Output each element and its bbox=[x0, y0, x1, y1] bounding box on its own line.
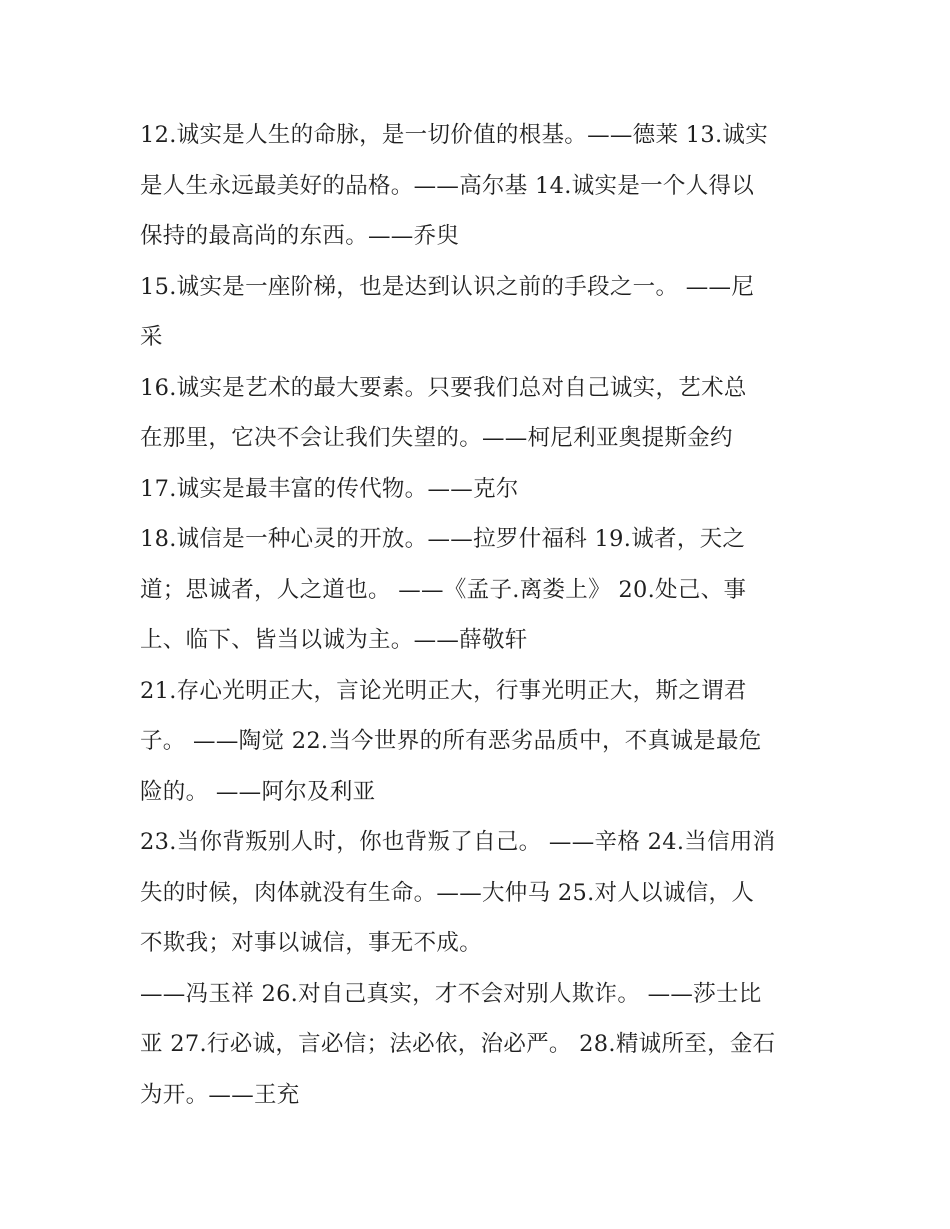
text-line: 23.当你背叛别人时，你也背叛了自己。 ——辛格 24.当信用消 bbox=[140, 829, 776, 855]
text-line: 是人生永远最美好的品格。——高尔基 14.诚实是一个人得以 bbox=[140, 172, 755, 199]
text-line: ——冯玉祥 26.对自己真实，才不会对别人欺诈。 ——莎士比 bbox=[140, 980, 762, 1007]
text-line: 12.诚实是人生的命脉，是一切价值的根基。——德莱 13.诚实 bbox=[140, 122, 769, 148]
text-line: 失的时候，肉体就没有生命。——大仲马 25.对人以诚信，人 bbox=[140, 879, 755, 906]
text-line: 21.存心光明正大，言论光明正大，行事光明正大，斯之谓君 bbox=[140, 677, 747, 704]
text-line: 16.诚实是艺术的最大要素。只要我们总对自己诚实，艺术总 bbox=[140, 374, 747, 401]
text-line: 险的。 ——阿尔及利亚 bbox=[140, 778, 376, 805]
text-line: 保持的最高尚的东西。——乔臾 bbox=[140, 223, 460, 249]
text-line: 亚 27.行必诚，言必信；法必依，治必严。 28.精诚所至，金石 bbox=[140, 1031, 776, 1057]
document-page bbox=[140, 110, 810, 1120]
text-line: 上、临下、皆当以诚为主。——薛敬轩 bbox=[140, 627, 528, 653]
text-line: 15.诚实是一座阶梯，也是达到认识之前的手段之一。 ——尼 bbox=[140, 273, 755, 300]
text-line: 采 bbox=[140, 324, 163, 350]
text-line: 子。 ——陶觉 22.当今世界的所有恶劣品质中，不真诚是最危 bbox=[140, 728, 762, 754]
text-line: 道；思诚者，人之道也。 ——《孟子.离娄上》 20.处己、事 bbox=[140, 576, 747, 603]
text-line: 在那里，它决不会让我们失望的。——柯尼利亚奥提斯金约 bbox=[140, 425, 733, 451]
text-line: 不欺我；对事以诚信，事无不成。 bbox=[140, 930, 483, 956]
text-line: 为开。——王充 bbox=[140, 1081, 300, 1108]
text-line: 17.诚实是最丰富的传代物。——克尔 bbox=[140, 475, 519, 502]
text-line: 18.诚信是一种心灵的开放。——拉罗什福科 19.诚者，天之 bbox=[140, 526, 746, 552]
